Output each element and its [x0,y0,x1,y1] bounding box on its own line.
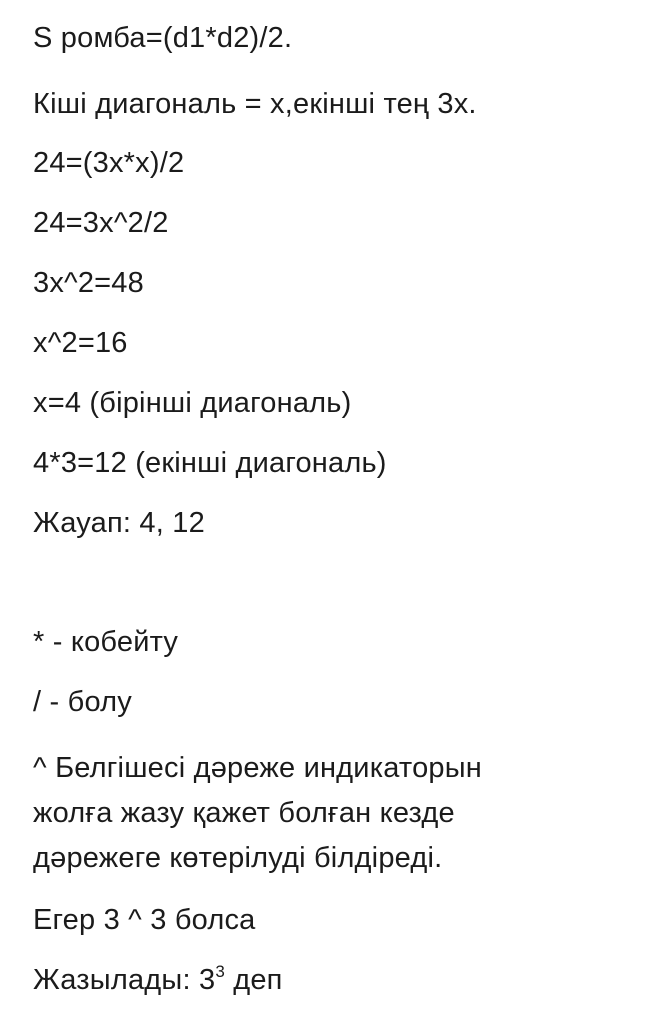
answer-line: Жауап: 4, 12 [33,507,205,539]
legend-divide: / - болу [33,686,132,718]
formula-line: S ромба=(d1*d2)/2. [33,22,293,54]
note-line: ^ Белгішесі дәреже индикаторын [33,752,482,784]
note-line: дәрежеге көтерілуді білдіреді. [33,842,443,874]
equation-line: х^2=16 [33,327,128,359]
written-suffix: деп [224,964,283,996]
equation-line: 24=3х^2/2 [33,207,169,239]
legend-multiply: * - кобейту [33,626,179,658]
example-line: Егер 3 ^ 3 болса [33,904,256,936]
definition-line: Кіші диагональ = х,екінші тең 3х. [33,88,477,120]
equation-line: 3х^2=48 [33,267,144,299]
equation-line: 24=(3х*х)/2 [33,147,185,179]
written-prefix: Жазылады: 3 [33,964,216,996]
note-line: жолға жазу қажет болған кезде [33,797,455,829]
result-line: х=4 (бірінші диагональ) [33,387,352,419]
written-line [33,963,283,997]
result-line: 4*3=12 (екінші диагональ) [33,447,387,479]
written-exponent: 3 [215,962,225,981]
